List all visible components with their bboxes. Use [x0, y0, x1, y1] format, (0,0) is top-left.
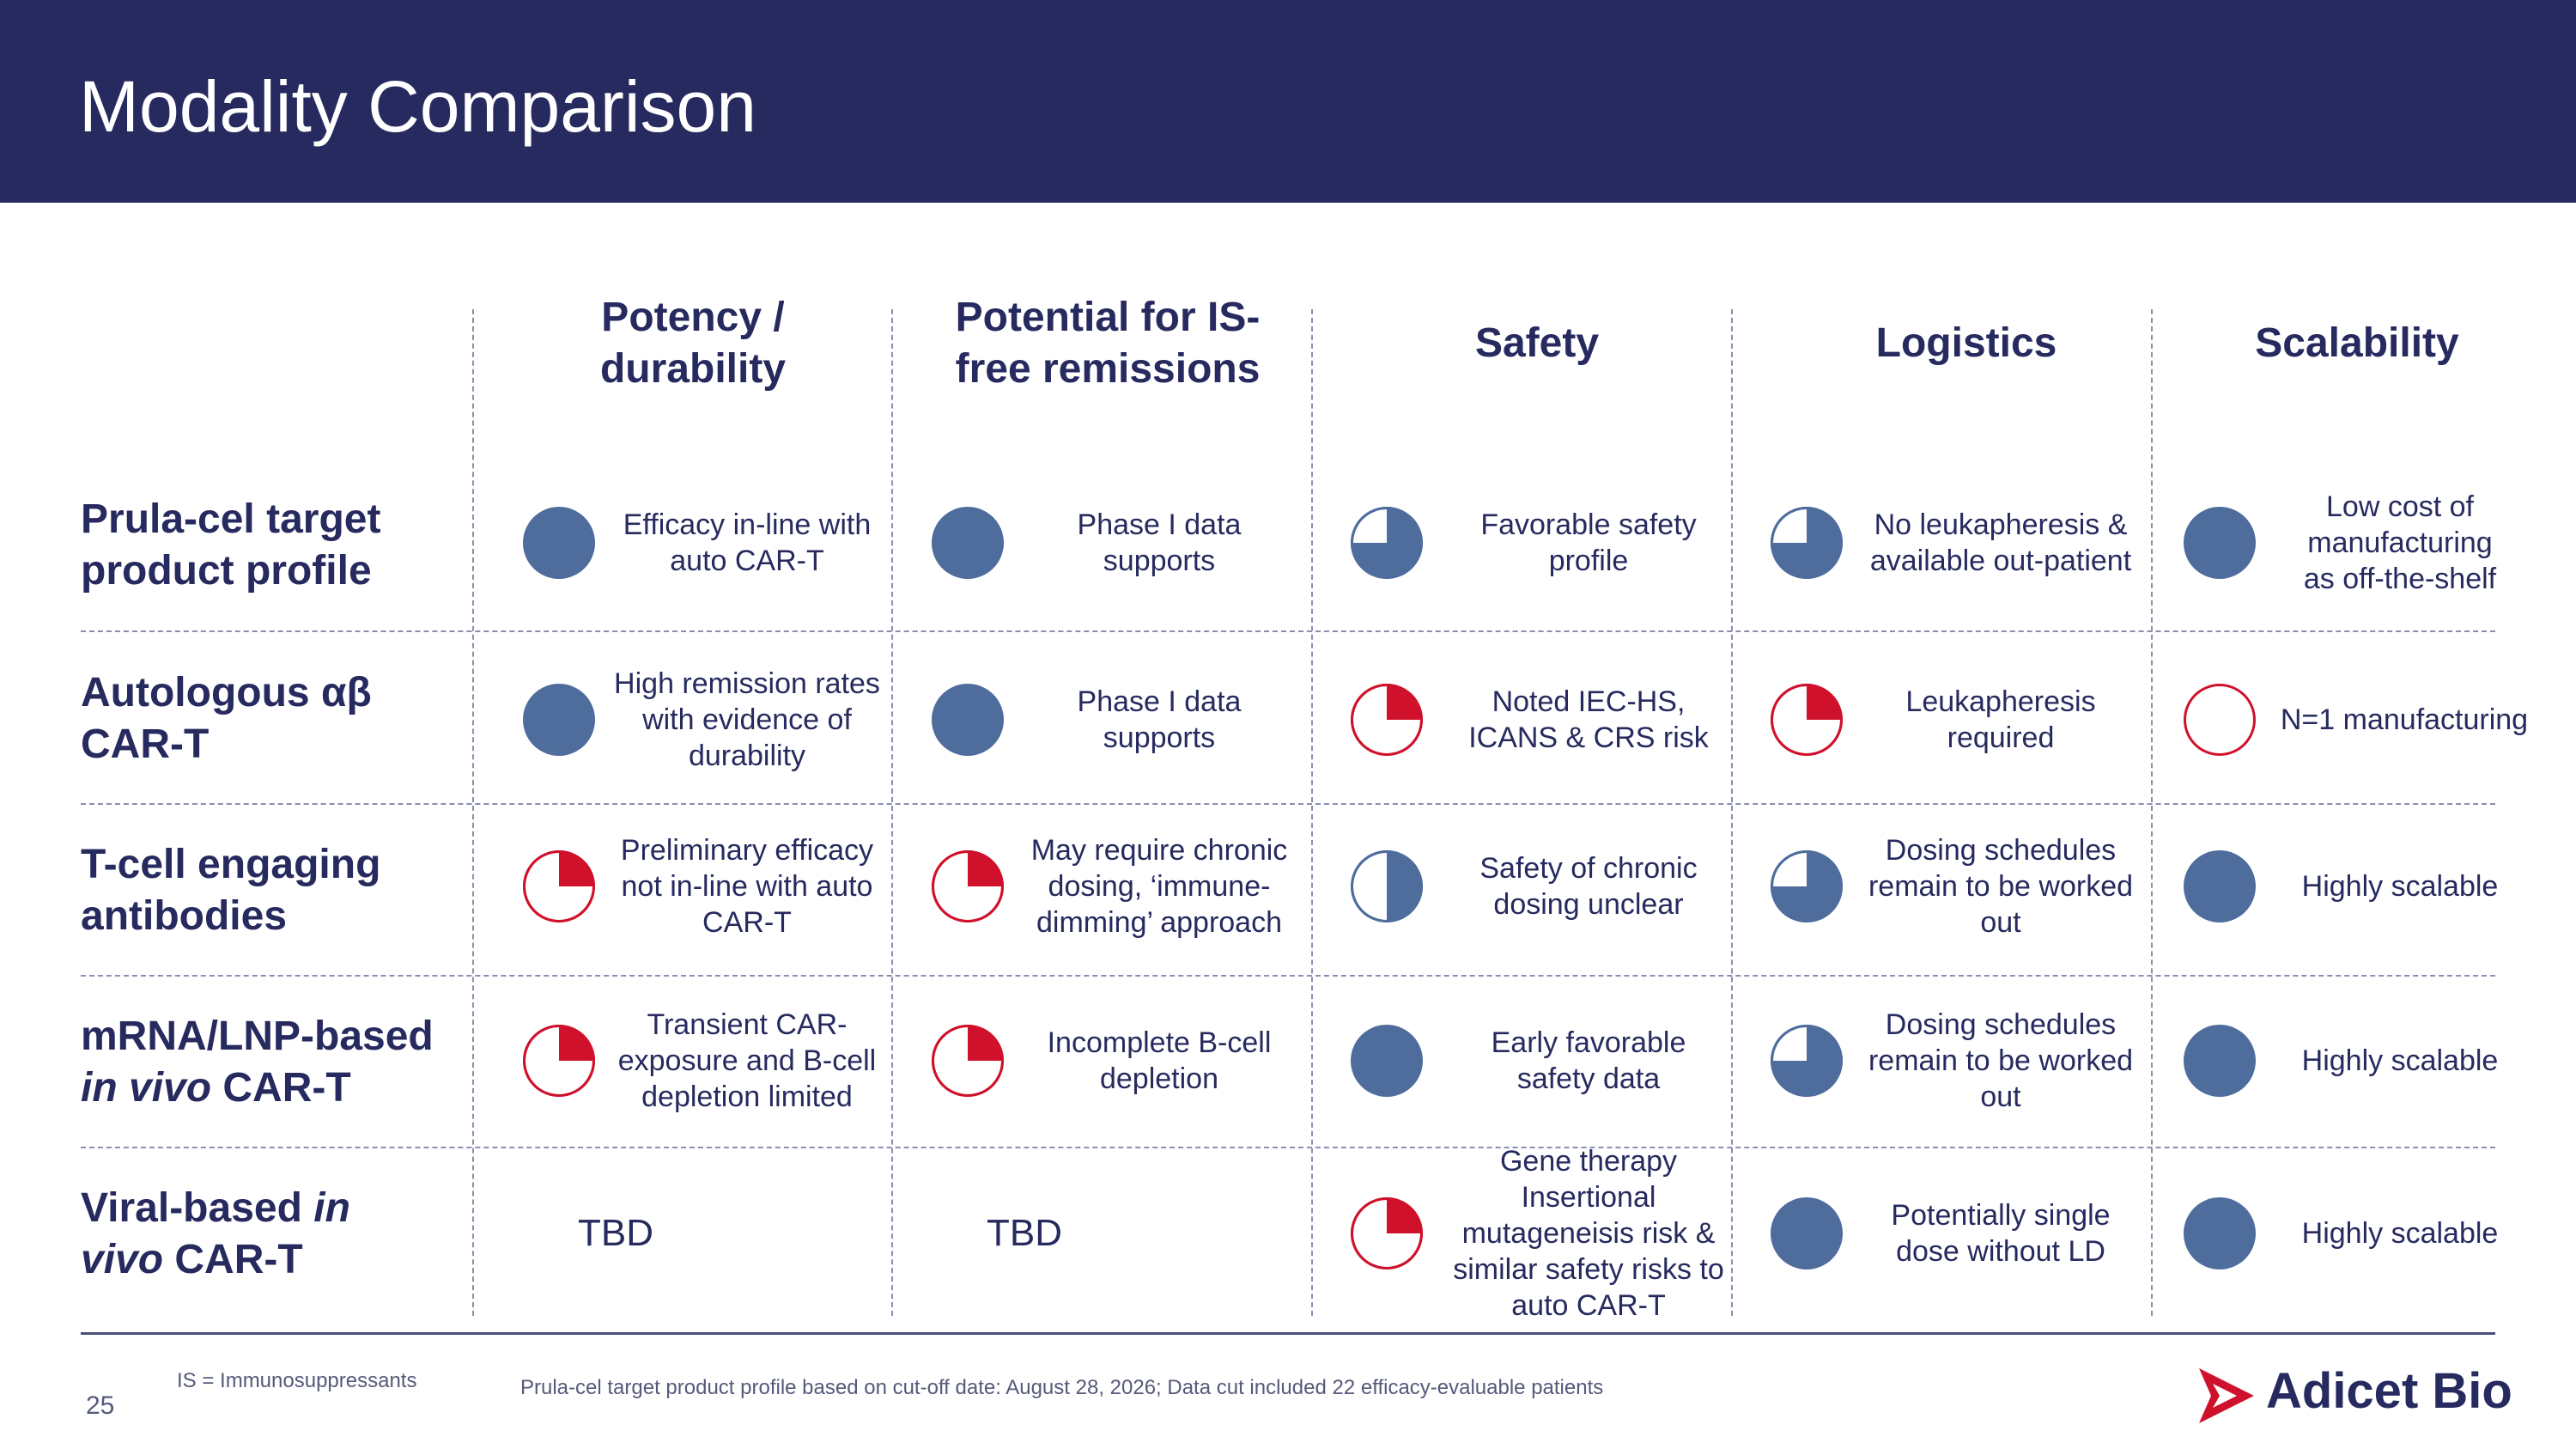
row-header-line: CAR-T	[81, 721, 210, 767]
cell-text-line: Favorable safety	[1480, 508, 1697, 541]
rating-indicator-icon	[1349, 682, 1425, 758]
row-header-autologous	[81, 646, 467, 792]
cell-text-line: depletion	[1099, 1062, 1218, 1095]
rating-indicator-icon	[1349, 505, 1425, 581]
row-header-italic: vivo	[81, 1237, 164, 1282]
cell-text	[1855, 440, 2147, 646]
cell-text-line: remain to be worked	[1868, 870, 2134, 903]
cell-text-line: May require chronic	[1030, 834, 1288, 867]
full-fill	[2184, 1025, 2256, 1097]
column-divider	[2151, 309, 2153, 1316]
cell-text	[2258, 1130, 2542, 1336]
row-header-mrna-lnp	[81, 989, 467, 1135]
cell-text-line: TBD	[578, 1212, 653, 1254]
cell-text-line: Leukapheresis	[1905, 685, 2096, 718]
cell-text-line: Efficacy in-line with	[623, 508, 872, 541]
full-fill	[2184, 507, 2256, 579]
row-header-line: Viral-based	[81, 1185, 314, 1231]
full-fill	[523, 507, 595, 579]
cell-text-line: Preliminary efficacy	[620, 834, 874, 867]
column-header-line: Potential for IS-	[955, 295, 1261, 340]
cell-text-line: Early favorable	[1491, 1026, 1686, 1059]
outline	[2185, 685, 2255, 755]
row-header-italic: in vivo	[81, 1065, 212, 1111]
cell-text-line: Phase I data	[1077, 508, 1242, 541]
row-header-prula-cel	[81, 472, 467, 618]
column-header-potency	[474, 288, 912, 399]
rating-indicator-icon	[521, 505, 597, 581]
column-header-line: Scalability	[2255, 320, 2459, 366]
rating-indicator-icon	[1769, 1196, 1844, 1271]
cell-text-line: auto CAR-T	[1511, 1289, 1666, 1322]
cell-text-line: Low cost of	[2326, 490, 2474, 523]
full-fill	[1771, 1197, 1843, 1269]
full-fill	[2184, 1197, 2256, 1269]
cell-text-line: exposure and B-cell	[617, 1044, 877, 1077]
rating-indicator-icon	[1769, 682, 1844, 758]
full-fill	[932, 507, 1004, 579]
cell-text-line: remain to be worked	[1868, 1044, 2134, 1077]
cell-text-line: Noted IEC-HS,	[1492, 685, 1686, 718]
cell-text-line: supports	[1103, 721, 1216, 754]
column-divider	[472, 309, 474, 1316]
cell-text-line: Potentially single	[1891, 1199, 2111, 1232]
cell-text	[1013, 440, 1305, 646]
page-number: 25	[86, 1391, 115, 1420]
rating-indicator-icon	[521, 849, 597, 924]
row-header-t-cell-engaging	[81, 818, 467, 964]
rating-indicator-icon	[1769, 849, 1844, 924]
cell-text-line: Highly scalable	[2301, 1044, 2499, 1077]
page-title: Modality Comparison	[79, 66, 756, 147]
full-fill	[2184, 850, 2256, 922]
column-header-safety	[1314, 288, 1760, 399]
cell-text-line: manufacturing	[2307, 527, 2493, 559]
cell-text-line: supports	[1103, 545, 1216, 577]
column-header-scalability	[2155, 288, 2559, 399]
row-header-line: mRNA/LNP-based	[81, 1014, 434, 1059]
rating-indicator-icon	[521, 682, 597, 758]
rating-indicator-icon	[521, 1023, 597, 1099]
cell-text-line: available out-patient	[1869, 545, 2132, 577]
rating-indicator-icon	[1349, 849, 1425, 924]
cell-text-line: out	[1980, 906, 2021, 939]
source-footnote: Prula-cel target product profile based on cut-off date: August 28, 2026; Data cut included 22 efficacy-evaluable patients	[520, 1376, 1604, 1399]
rating-indicator-icon	[2182, 682, 2257, 758]
logo-text: Adicet Bio	[2266, 1363, 2512, 1419]
cell-text-line: CAR-T	[702, 906, 792, 939]
rating-indicator-icon	[2182, 849, 2257, 924]
rating-indicator-icon	[1769, 1023, 1844, 1099]
cell-text-line: ICANS & CRS risk	[1468, 721, 1709, 754]
row-header-line: CAR-T	[211, 1065, 351, 1111]
company-logo	[2192, 1361, 2512, 1430]
cell-text-line: Safety of chronic	[1479, 852, 1698, 885]
cell-text-line: Gene therapy	[1499, 1145, 1678, 1178]
cell-text-line: auto CAR-T	[670, 545, 824, 577]
full-fill	[1351, 1025, 1423, 1097]
cell-text-line: N=1 manufacturing	[2280, 703, 2529, 736]
cell-text-line: safety data	[1516, 1062, 1661, 1095]
cell-text-line: Dosing schedules	[1885, 1008, 2117, 1041]
cell-text	[2258, 440, 2542, 646]
abbreviation-footnote: IS = Immunosuppressants	[177, 1369, 417, 1392]
row-header-italic: in	[313, 1185, 350, 1231]
full-fill	[932, 684, 1004, 756]
row-header-line: CAR-T	[163, 1237, 303, 1282]
cell-text-line: High remission rates	[614, 667, 880, 700]
cell-text-line: similar safety risks to	[1453, 1253, 1724, 1286]
column-header-line: Potency /	[601, 295, 785, 340]
rating-indicator-icon	[1349, 1196, 1425, 1271]
column-header-is-free	[893, 288, 1322, 399]
row-header-line: Autologous αβ	[81, 670, 372, 715]
column-header-logistics	[1752, 288, 2181, 399]
row-header-line: T-cell engaging	[81, 842, 381, 887]
column-header-line: durability	[599, 346, 787, 392]
cell-text-line: dimming’ approach	[1036, 906, 1282, 939]
rating-indicator-icon	[2182, 1196, 2257, 1271]
column-header-line: Logistics	[1875, 320, 2057, 366]
cell-text-line: Highly scalable	[2301, 870, 2499, 903]
cell-text	[487, 1130, 744, 1336]
cell-text-line: TBD	[987, 1212, 1062, 1254]
row-header-line: product profile	[81, 548, 372, 594]
cell-text-line: with evidence of	[642, 703, 852, 736]
rating-indicator-icon	[930, 682, 1005, 758]
logo-mark-icon	[2192, 1361, 2261, 1430]
cell-text	[896, 1130, 1153, 1336]
column-divider	[1311, 309, 1313, 1316]
row-header-line: antibodies	[81, 893, 288, 939]
rating-indicator-icon	[930, 849, 1005, 924]
cell-text	[1855, 1130, 2147, 1336]
cell-text-line: as off-the-shelf	[2303, 563, 2497, 595]
cell-text-line: Dosing schedules	[1885, 834, 2117, 867]
rating-indicator-icon	[930, 505, 1005, 581]
cell-text-line: No leukapheresis &	[1874, 508, 2128, 541]
cell-text-line: out	[1980, 1081, 2021, 1113]
cell-text-line: profile	[1548, 545, 1629, 577]
rating-indicator-icon	[1769, 505, 1844, 581]
cell-text-line: Incomplete B-cell	[1047, 1026, 1272, 1059]
row-header-viral-based	[81, 1161, 467, 1307]
cell-text-line: dose without LD	[1896, 1235, 2105, 1268]
cell-text-line: Highly scalable	[2301, 1217, 2499, 1250]
cell-text-line: mutageneisis risk &	[1461, 1217, 1716, 1250]
rating-indicator-icon	[930, 1023, 1005, 1099]
cell-text	[601, 440, 893, 646]
cell-text-line: dosing, ‘immune-	[1048, 870, 1271, 903]
cell-text-line: Insertional	[1521, 1181, 1656, 1214]
cell-text-line: not in-line with auto	[621, 870, 873, 903]
rating-indicator-icon	[2182, 505, 2257, 581]
column-header-line: Safety	[1474, 320, 1600, 366]
cell-text-line: depletion limited	[641, 1081, 853, 1113]
row-header-line: Prula-cel target	[81, 496, 381, 542]
cell-text-line: required	[1947, 721, 2055, 754]
cell-text	[1443, 440, 1735, 646]
cell-text-line: Transient CAR-	[647, 1008, 848, 1041]
column-header-line: free remissions	[955, 346, 1261, 392]
cell-text-line: Phase I data	[1077, 685, 1242, 718]
cell-text-line: durability	[688, 740, 806, 772]
rating-indicator-icon	[1349, 1023, 1425, 1099]
full-fill	[523, 684, 595, 756]
cell-text	[1443, 1130, 1735, 1336]
rating-indicator-icon	[2182, 1023, 2257, 1099]
cell-text-line: dosing unclear	[1493, 888, 1684, 921]
